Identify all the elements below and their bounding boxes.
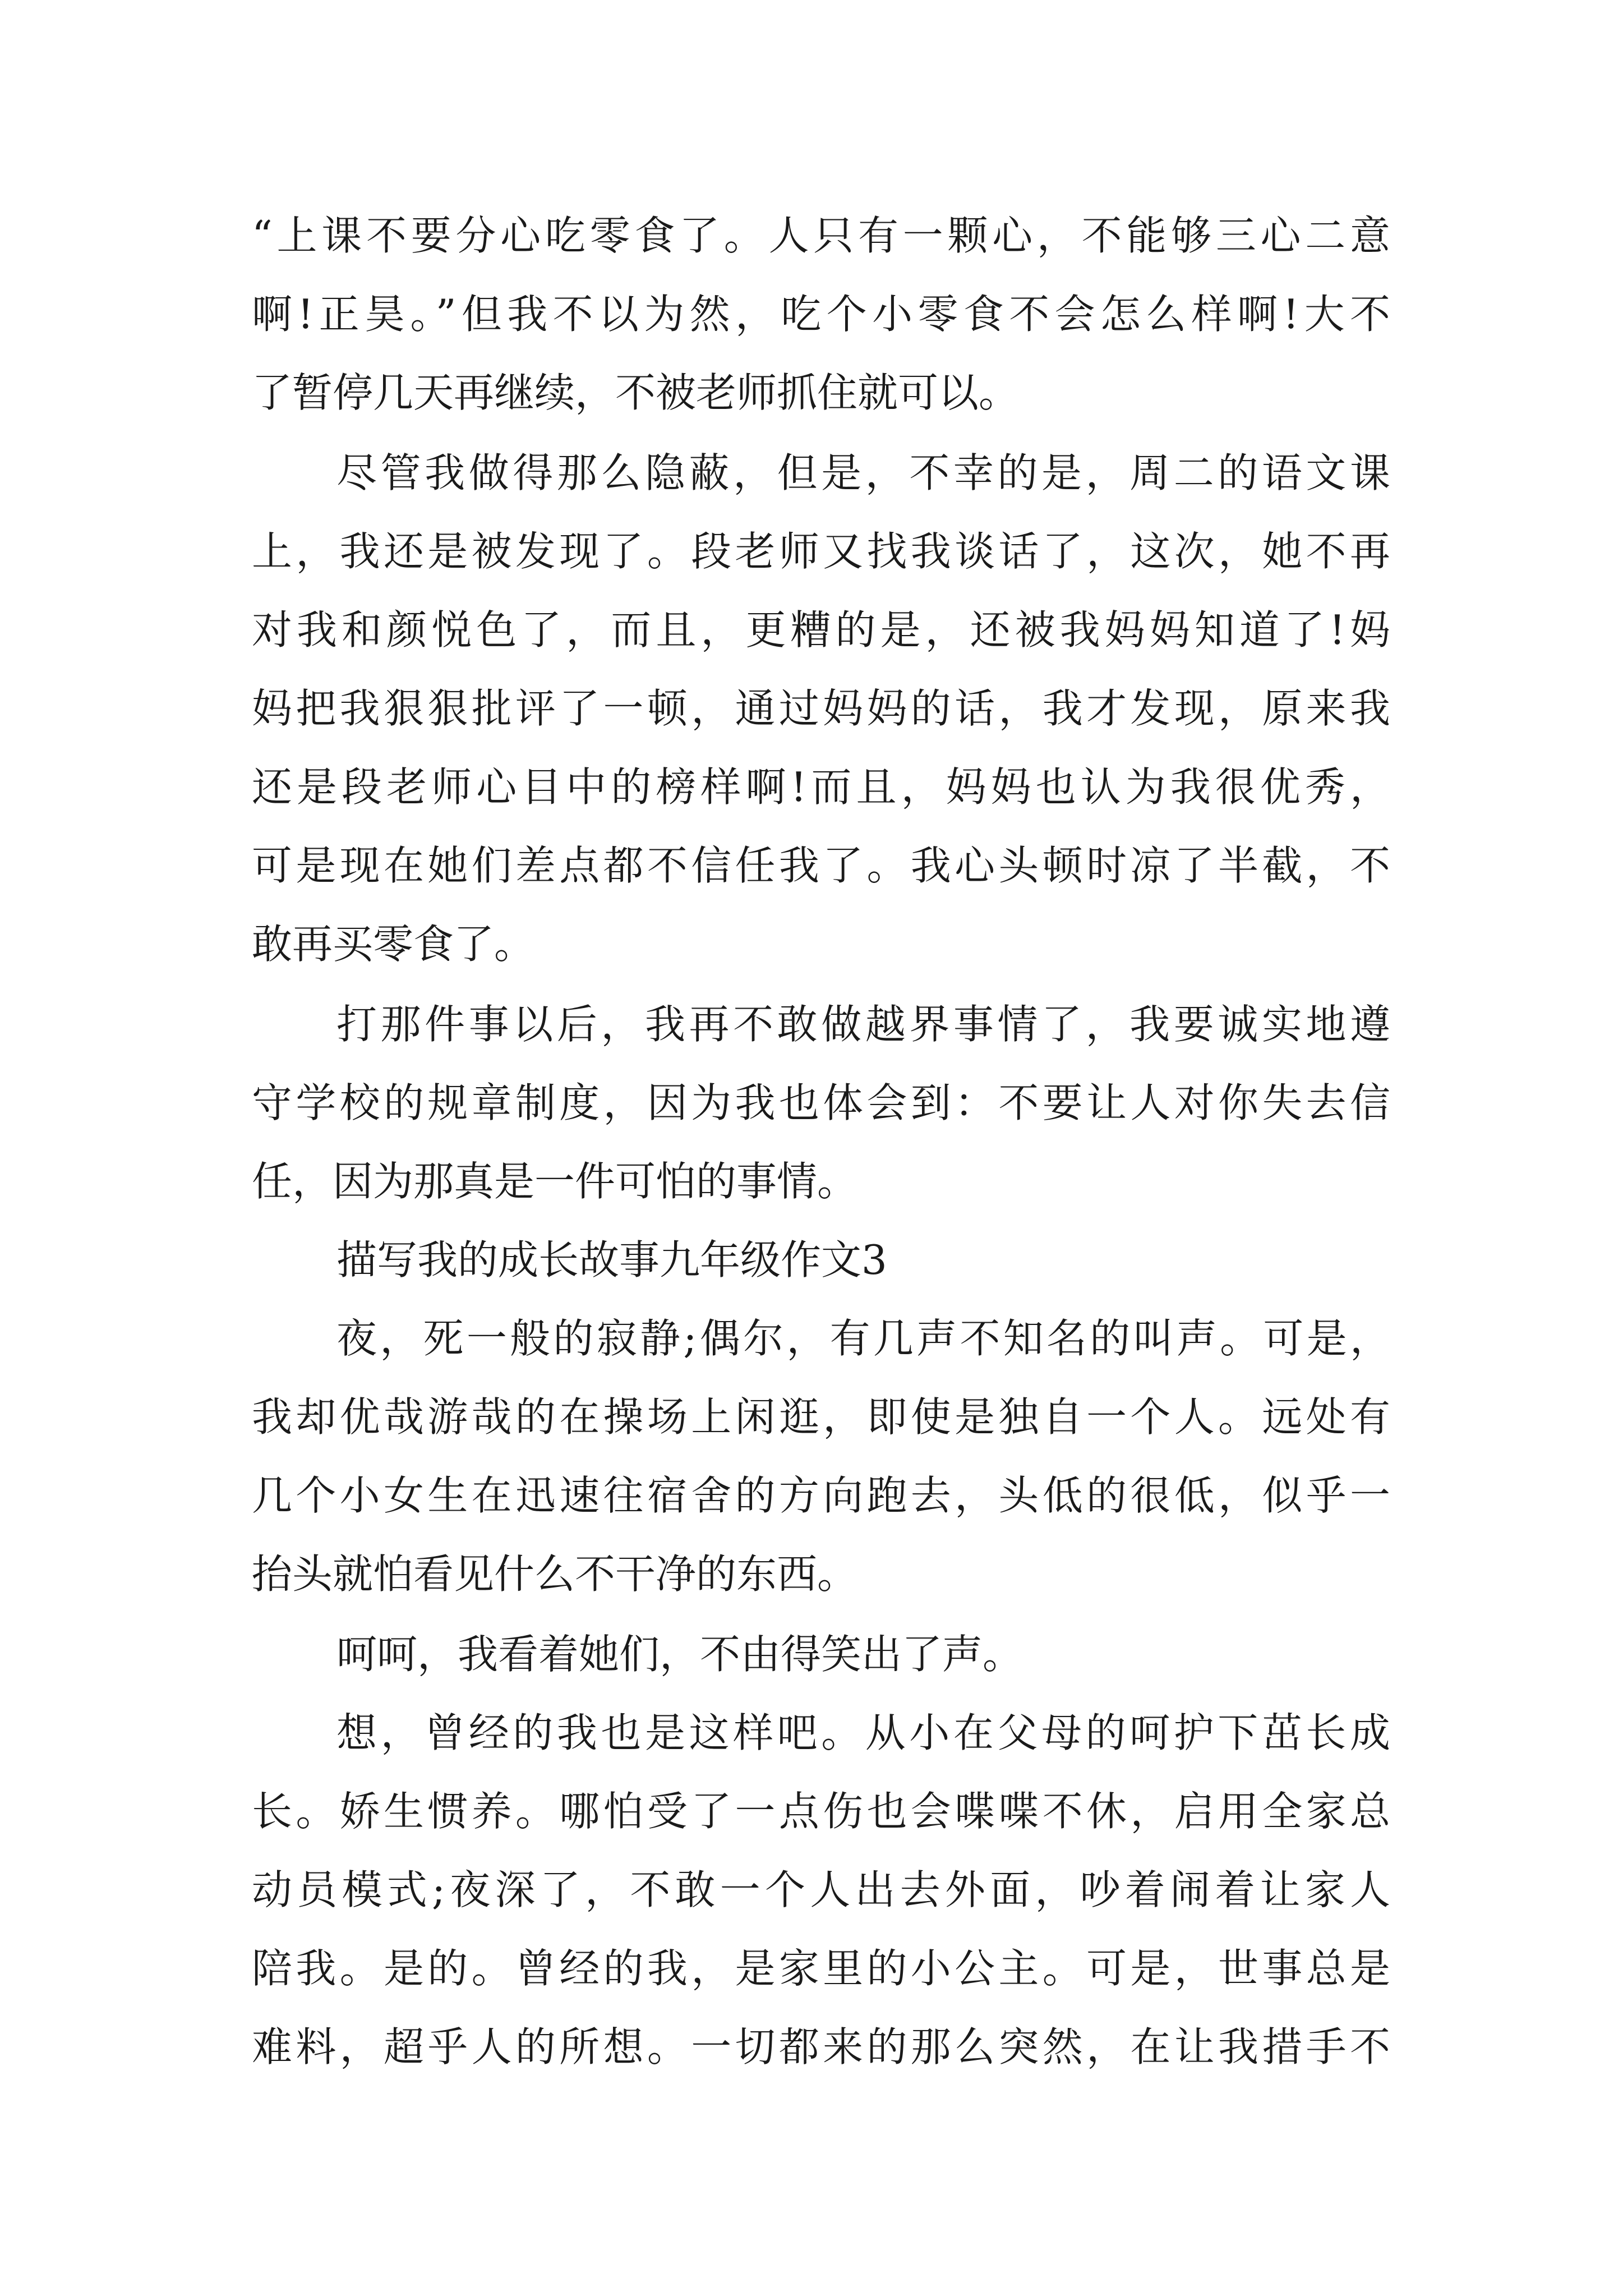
text-line: 抬头就怕看见什么不干净的东西。 [252, 1550, 858, 1598]
text-line: 任，因为那真是一件可怕的事情。 [252, 1158, 858, 1205]
paragraph-first-line: 打那件事以后，我再不敢做越界事情了，我要诚实地遵 [336, 1001, 1390, 1048]
text-line: 难料，超乎人的所想。一切都来的那么突然，在让我措手不 [252, 2023, 1390, 2070]
text-line: 上，我还是被发现了。段老师又找我谈话了，这次，她不再 [252, 528, 1390, 575]
text-line: 妈把我狠狠批评了一顿，通过妈妈的话，我才发现，原来我 [252, 685, 1390, 732]
text-line: 动员模式;夜深了，不敢一个人出去外面，吵着闹着让家人 [252, 1866, 1390, 1913]
paragraph-first-line: 夜，死一般的寂静;偶尔，有几声不知名的叫声。可是， [336, 1315, 1390, 1362]
text-line: 还是段老师心目中的榜样啊!而且，妈妈也认为我很优秀， [252, 763, 1390, 811]
paragraph-first-line: 想，曾经的我也是这样吧。从小在父母的呵护下茁长成 [336, 1709, 1390, 1756]
text-line: 敢再买零食了。 [252, 921, 535, 968]
paragraph-first-line: 呵呵，我看着她们，不由得笑出了声。 [336, 1631, 1023, 1678]
text-line: 了暂停几天再继续，不被老师抓住就可以。 [252, 369, 1020, 416]
paragraph-first-line: 尽管我做得那么隐蔽，但是，不幸的是，周二的语文课 [336, 449, 1390, 496]
text-line: 长。娇生惯养。哪怕受了一点伤也会喋喋不休，启用全家总 [252, 1788, 1390, 1835]
text-line: 几个小女生在迅速往宿舍的方向跑去，头低的很低，似乎一 [252, 1472, 1390, 1519]
text-line: 我却优哉游哉的在操场上闲逛，即使是独自一个人。远处有 [252, 1393, 1390, 1441]
text-line: 守学校的规章制度，因为我也体会到：不要让人对你失去信 [252, 1079, 1390, 1126]
text-line: “上课不要分心吃零食了。人只有一颗心，不能够三心二意 [252, 212, 1390, 259]
text-line: 啊!正昊。”但我不以为然，吃个小零食不会怎么样啊!大不 [252, 291, 1390, 338]
text-line: 可是现在她们差点都不信任我了。我心头顿时凉了半截，不 [252, 842, 1390, 889]
section-heading: 描写我的成长故事九年级作文3 [336, 1236, 887, 1283]
text-line: 对我和颜悦色了，而且，更糟的是，还被我妈妈知道了!妈 [252, 606, 1390, 654]
text-line: 陪我。是的。曾经的我，是家里的小公主。可是，世事总是 [252, 1945, 1390, 1992]
